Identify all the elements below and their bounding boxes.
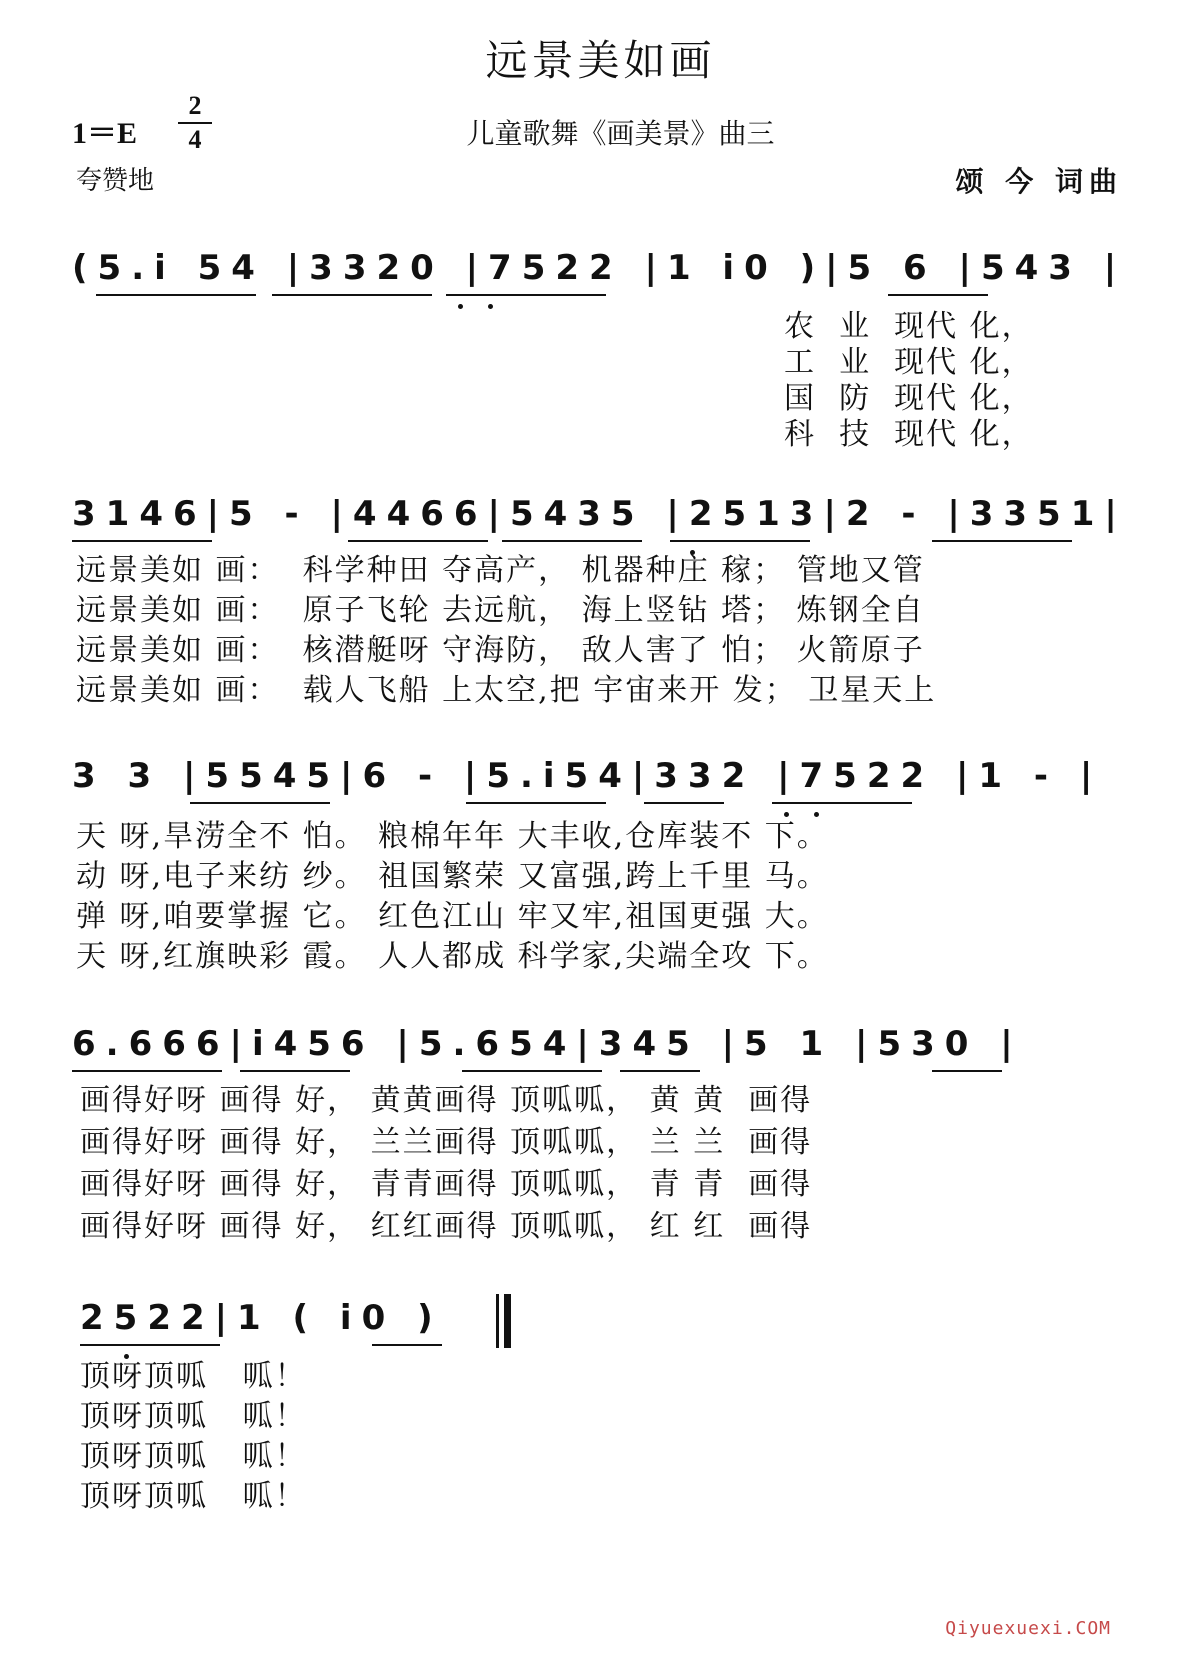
lyrics-line-4-v4: 画得好呀 画得 好， 红红画得 顶呱呱， 红 红 画得 xyxy=(80,1209,813,1244)
score-line-3 xyxy=(72,756,1132,974)
lyrics-line-5-v2: 顶呀顶呱 呱！ xyxy=(80,1399,307,1434)
score-line-4 xyxy=(72,1024,1132,1244)
subtitle: 儿童歌舞《画美景》曲三 xyxy=(466,117,775,150)
key-signature: 1＝E xyxy=(72,117,138,150)
notes-line-5: 2522|1 ( i0 ) xyxy=(80,1298,443,1338)
score-line-2 xyxy=(72,494,1132,708)
lyrics-line-2-v2: 远景美如 画： 原子飞轮 去远航， 海上竖钻 塔； 炼钢全自 xyxy=(76,593,925,628)
lyrics-line-2-v3: 远景美如 画： 核潜艇呀 守海防， 敌人害了 怕； 火箭原子 xyxy=(76,633,925,668)
lyrics-line-5-v3: 顶呀顶呱 呱！ xyxy=(80,1439,307,1474)
score-line-5 xyxy=(72,1298,772,1514)
lyrics-line-1-v2: 工 业 现代 化， xyxy=(784,345,1034,380)
credit: 颂 今 词曲 xyxy=(955,165,1123,198)
lyrics-line-1-v4: 科 技 现代 化， xyxy=(784,417,1034,452)
lyrics-line-3-v3: 弹 呀,咱要掌握 它。 红色江山 牢又牢,祖国更强 大。 xyxy=(76,899,829,934)
notes-line-3: 3 3 |5545|6 - |5.i54|332 |7522 |1 - | xyxy=(72,756,1103,796)
lyrics-line-2-v1: 远景美如 画： 科学种田 夺高产， 机器种庄 稼； 管地又管 xyxy=(76,553,925,588)
tempo-marking: 夸赞地 xyxy=(76,166,155,196)
lyrics-line-4-v1: 画得好呀 画得 好， 黄黄画得 顶呱呱， 黄 黄 画得 xyxy=(80,1083,813,1118)
page-title: 远景美如画 xyxy=(485,36,716,85)
lyrics-line-4-v3: 画得好呀 画得 好， 青青画得 顶呱呱， 青 青 画得 xyxy=(80,1167,813,1202)
lyrics-line-5-v4: 顶呀顶呱 呱！ xyxy=(80,1479,307,1514)
notes-line-2: 3146|5 - |4466|5435 |2513|2 - |3351| xyxy=(72,494,1127,534)
notes-line-1: (5.i 54 |3320 |7522 |1 i0 )|5 6 |543 | xyxy=(72,248,1127,288)
lyrics-line-1-v3: 国 防 现代 化， xyxy=(784,381,1034,416)
time-signature-top: 2 xyxy=(188,91,202,120)
lyrics-line-5-v1: 顶呀顶呱 呱！ xyxy=(80,1359,307,1394)
lyrics-line-2-v4: 远景美如 画： 载人飞船 上太空,把 宇宙来开 发； 卫星天上 xyxy=(76,673,937,708)
lyrics-line-1-v1: 农 业 现代 化， xyxy=(784,309,1034,344)
notes-line-4: 6.666|i456 |5.654|345 |5 1 |530 | xyxy=(72,1024,1023,1064)
lyrics-line-4-v2: 画得好呀 画得 好， 兰兰画得 顶呱呱， 兰 兰 画得 xyxy=(80,1125,813,1160)
time-signature-bottom: 4 xyxy=(188,125,202,154)
lyrics-line-3-v4: 天 呀,红旗映彩 霞。 人人都成 科学家,尖端全攻 下。 xyxy=(76,939,829,974)
lyrics-line-3-v1: 天 呀,旱涝全不 怕。 粮棉年年 大丰收,仓库装不 下。 xyxy=(76,819,829,854)
score-line-1 xyxy=(72,248,1132,452)
watermark: Qiyuexuexi.COM xyxy=(945,1618,1111,1639)
lyrics-line-3-v2: 动 呀,电子来纺 纱。 祖国繁荣 又富强,跨上千里 马。 xyxy=(76,859,829,894)
